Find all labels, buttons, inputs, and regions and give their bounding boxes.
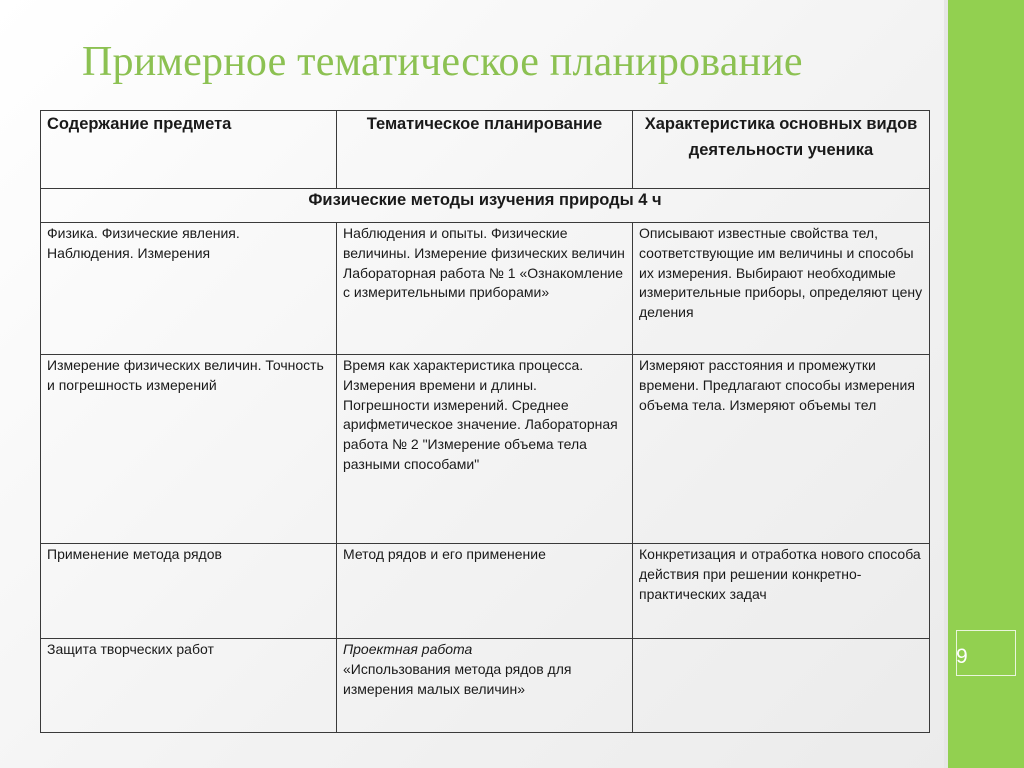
cell-planning: Время как характеристика процесса. Измерения времени и длины. Погрешности измерений. Среднее арифметическое значение. Лабораторная работа № 2 "Измерение объема тела разными способами" <box>337 355 633 544</box>
header-activity: Характеристика основных видов деятельности ученика <box>633 111 930 189</box>
table-row <box>41 355 930 544</box>
table-row <box>41 639 930 733</box>
project-work-title: «Использования метода рядов для измерения малых величин» <box>343 660 572 697</box>
slide-title: Примерное тематическое планирование <box>82 39 803 85</box>
cell-content: Физика. Физические явления. Наблюдения. Измерения <box>41 223 337 355</box>
project-work-label: Проектная работа <box>343 641 473 657</box>
cell-content: Защита творческих работ <box>41 639 337 733</box>
cell-planning: Метод рядов и его применение <box>337 544 633 639</box>
table-row <box>41 544 930 639</box>
header-planning: Тематическое планирование <box>337 111 633 189</box>
cell-planning: Наблюдения и опыты. Физические величины. Измерение физических величин Лабораторная работа № 1 «Ознакомление с измерительными приборами» <box>337 223 633 355</box>
planning-table <box>40 110 930 733</box>
cell-planning <box>337 639 633 733</box>
header-content: Содержание предмета <box>41 111 337 189</box>
cell-content: Измерение физических величин. Точность и погрешность измерений <box>41 355 337 544</box>
cell-activity: Описывают известные свойства тел, соответствующие им величины и способы их измерения. Выбирают необходимые измерительные приборы, определяют цену деления <box>633 223 930 355</box>
cell-activity: Измеряют расстояния и промежутки времени. Предлагают способы измерения объема тела. Измеряют объемы тел <box>633 355 930 544</box>
section-row <box>41 189 930 223</box>
cell-activity: Конкретизация и отработка нового способа действия при решении конкретно-практических задач <box>633 544 930 639</box>
page-number: 9 <box>956 645 968 668</box>
cell-activity <box>633 639 930 733</box>
section-title: Физические методы изучения природы 4 ч <box>41 189 930 223</box>
table-row <box>41 223 930 355</box>
cell-content: Применение метода рядов <box>41 544 337 639</box>
table-header-row <box>41 111 930 189</box>
